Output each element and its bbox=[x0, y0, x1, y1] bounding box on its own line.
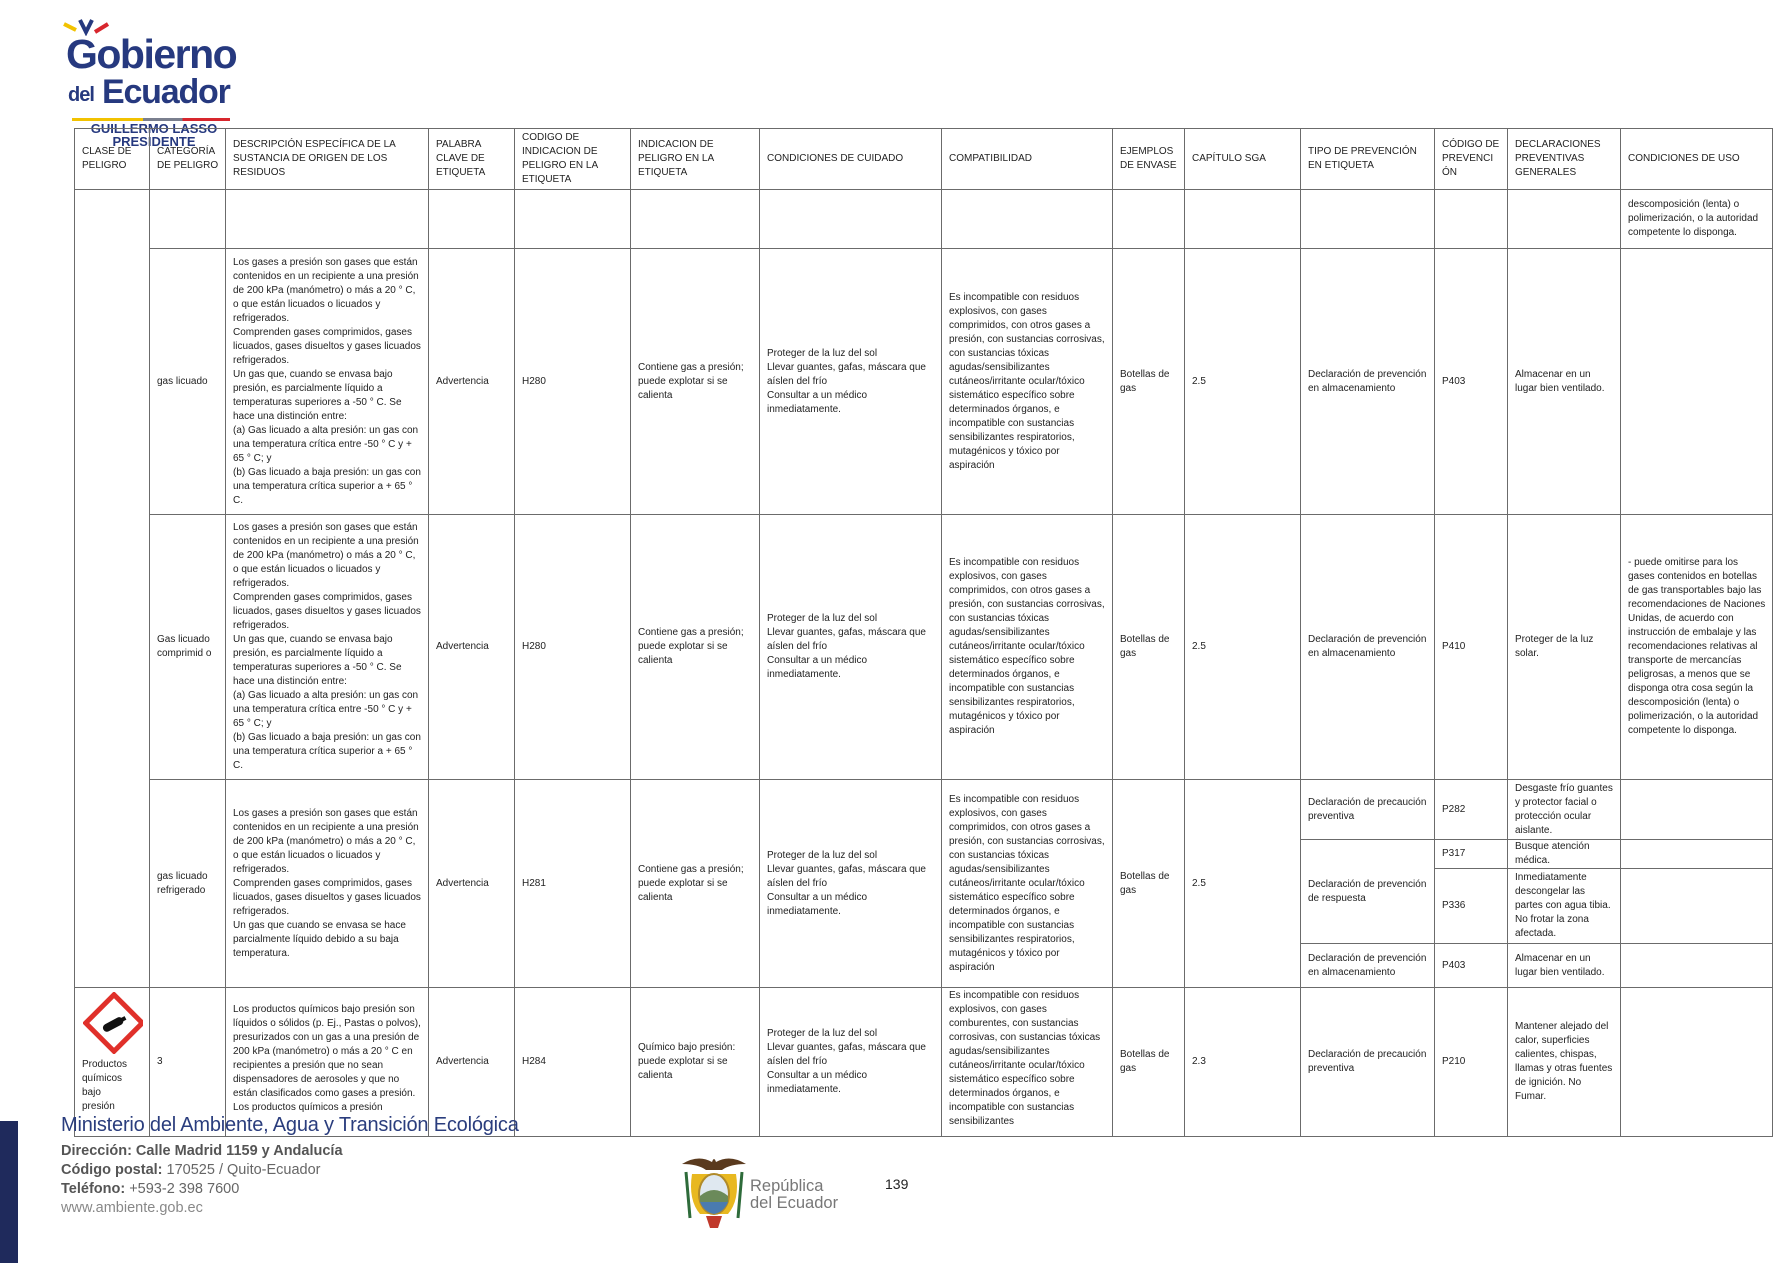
table-row bbox=[75, 515, 1773, 780]
footer-accent-bar bbox=[0, 1121, 18, 1263]
col-header: TIPO DE PREVENCIÓN EN ETIQUETA bbox=[1301, 129, 1435, 190]
compatibilidad-text: Es incompatible con residuos explosivos, con gases comburentes, con sustancias corrosivas, con sustancias tóxicas agudas/sensibilizantes cutáneos/irritante ocular/tóxico sistemático específico sobre determinados órganos, e incompatible con sustancias sensibilizantes bbox=[949, 989, 1101, 1127]
cell-indicacion: Químico bajo presión: puede explotar si se calienta bbox=[631, 988, 760, 1137]
cell-capitulo: 2.3 bbox=[1185, 988, 1301, 1137]
cell-codigo-prev: P403 bbox=[1435, 944, 1508, 988]
col-header: CAPÍTULO SGA bbox=[1185, 129, 1301, 190]
cell-palabra: Advertencia bbox=[429, 515, 515, 780]
cell-condiciones-uso bbox=[1621, 944, 1773, 988]
address-text: Dirección: Calle Madrid 1159 y Andalucía bbox=[61, 1143, 343, 1159]
col-header: CATEGORÍA DE PELIGRO bbox=[150, 129, 226, 190]
cell-tipo: Declaración de precaución preventiva bbox=[1301, 988, 1435, 1137]
col-header: PALABRA CLAVE DE ETIQUETA bbox=[429, 129, 515, 190]
cell-codigo-prev: P210 bbox=[1435, 988, 1508, 1137]
cell-empty bbox=[1435, 190, 1508, 249]
footer-postal bbox=[61, 1162, 321, 1178]
postal-label: Código postal: bbox=[61, 1162, 163, 1178]
page-number: 139 bbox=[885, 1176, 909, 1192]
logo-ecuador: Ecuador bbox=[102, 73, 230, 111]
cell-cuidado: Proteger de la luz del sol Llevar guantes, gafas, máscara que aíslen del frío Consultar a un médico inmediatamente. bbox=[760, 249, 942, 515]
cell-condiciones-uso: - puede omitirse para los gases contenidos en botellas de gas transportables bajo las recomendaciones de Naciones Unidas, de acuerdo con instrucción de embalaje y las recomendaciones relativas al transporte de mercancías peligrosas, a menos que se disponga otra cosa según la descomposición (lenta) o polimerización, o la autoridad competente lo disponga. bbox=[1621, 515, 1773, 780]
col-header: CODIGO DE INDICACION DE PELIGRO EN LA ETIQUETA bbox=[515, 129, 631, 190]
col-header: DECLARACIONES PREVENTIVAS GENERALES bbox=[1508, 129, 1621, 190]
cell-compatibilidad: Es incompatible con residuos explosivos, con gases comprimidos, con otros gases a presión, con sustancias corrosivas, con sustancias tóxicas agudas/sensibilizantes cutáneos/irritante ocular/tóxico sistemático específico sobre determinados órganos, e incompatible con sustancias sensibilizantes respiratorios, mutagénicos y tóxico por aspiración bbox=[942, 515, 1113, 780]
cell-codigo-prev: P403 bbox=[1435, 249, 1508, 515]
table-row bbox=[75, 780, 1773, 840]
cell-envase: Botellas de gas bbox=[1113, 780, 1185, 988]
cell-condiciones-uso bbox=[1621, 780, 1773, 840]
cell-indicacion: Contiene gas a presión; puede explotar si se calienta bbox=[631, 780, 760, 988]
cell-tipo: Declaración de prevención en almacenamiento bbox=[1301, 944, 1435, 988]
cell-descripcion: Los gases a presión son gases que están contenidos en un recipiente a una presión de 200 kPa (manómetro) o más a 20 ° C, o que están licuados o licuados y refrigerados. Comprenden gases comprimidos, gases licuados, gases disueltos y gases licuados refrigerados. Un gas que, cuando se envasa bajo presión, es parcialmente líquido a temperaturas superiores a -50 ° C. Se hace una distinción entre: (a) Gas licuado a alta presión: un gas con una temperatura crítica entre -50 ° C y + 65 ° C; y (b) Gas licuado a baja presión: un gas con una temperatura crítica superior a + 65 ° C. bbox=[226, 249, 429, 515]
cell-descripcion: Los gases a presión son gases que están contenidos en un recipiente a una presión de 200 kPa (manómetro) o más a 20 ° C, o que están licuados o licuados y refrigerados. Comprenden gases comprimidos, gases licuados, gases disueltos y gases licuados refrigerados. Un gas que cuando se envasa se hace parcialmente líquido debido a su baja temperatura. bbox=[226, 780, 429, 988]
cell-condiciones-uso bbox=[1621, 840, 1773, 869]
cell-palabra: Advertencia bbox=[429, 249, 515, 515]
cell-codigo-prev: P282 bbox=[1435, 780, 1508, 840]
cell-empty bbox=[1113, 190, 1185, 249]
cell-codigo: H280 bbox=[515, 249, 631, 515]
republic-line2: del Ecuador bbox=[750, 1194, 839, 1212]
coat-of-arms-icon bbox=[678, 1152, 750, 1232]
cell-empty bbox=[760, 190, 942, 249]
col-header: CÓDIGO DE PREVENCI ÓN bbox=[1435, 129, 1508, 190]
cell-codigo-prev: P410 bbox=[1435, 515, 1508, 780]
cell-empty bbox=[226, 190, 429, 249]
cell-cuidado: Proteger de la luz del sol Llevar guantes, gafas, máscara que aíslen del frío Consultar a un médico inmediatamente. bbox=[760, 515, 942, 780]
cell-empty bbox=[515, 190, 631, 249]
phone-value: +593-2 398 7600 bbox=[125, 1181, 240, 1197]
cell-categoria: gas licuado refrigerado bbox=[150, 780, 226, 988]
footer-ministry: Ministerio del Ambiente, Agua y Transición Ecológica bbox=[61, 1114, 519, 1136]
col-header: CLASE DE PELIGRO bbox=[75, 129, 150, 190]
cell-categoria: Gas licuado comprimid o bbox=[150, 515, 226, 780]
cell-declaraciones: Almacenar en un lugar bien ventilado. bbox=[1508, 944, 1621, 988]
cell-descripcion: Los gases a presión son gases que están contenidos en un recipiente a una presión de 200 kPa (manómetro) o más a 20 ° C, o que están licuados o licuados y refrigerados. Comprenden gases comprimidos, gases licuados, gases disueltos y gases licuados refrigerados. Un gas que, cuando se envasa bajo presión, es parcialmente líquido a temperaturas superiores a -50 ° C. Se hace una distinción entre: (a) Gas licuado a alta presión: un gas con una temperatura crítica entre -50 ° C y + 65 ° C; y (b) Gas licuado a baja presión: un gas con una temperatura crítica superior a + 65 ° C. bbox=[226, 515, 429, 780]
cell-categoria: gas licuado bbox=[150, 249, 226, 515]
cell-codigo-prev: P336 bbox=[1435, 869, 1508, 944]
cell-tipo: Declaración de precaución preventiva bbox=[1301, 780, 1435, 840]
cell-codigo: H281 bbox=[515, 780, 631, 988]
table-row bbox=[75, 190, 1773, 249]
footer-phone bbox=[61, 1181, 239, 1197]
cell-categoria: 3 bbox=[150, 988, 226, 1137]
cell-cuidado: Proteger de la luz del sol Llevar guantes, gafas, máscara que aíslen del frío Consultar a un médico inmediatamente. bbox=[760, 780, 942, 988]
descripcion-text: Los productos químicos bajo presión son líquidos o sólidos (p. Ej., Pastas o polvos), presurizados con un gas a una presión de 200 kPa (manómetro) o más a 20 ° C en recipientes a presión que no sean dispensadores de aerosoles y que no están clasificados como gases a presión. Los productos químicos a presión bbox=[233, 1003, 421, 1113]
president-title: PRESIDENTE bbox=[112, 134, 196, 149]
cell-compatibilidad: Es incompatible con residuos explosivos, con gases comprimidos, con otros gases a presión, con sustancias corrosivas, con sustancias tóxicas agudas/sensibilizantes cutáneos/irritante ocular/tóxico sistemático específico sobre determinados órganos, e incompatible con sustancias sensibilizantes respiratorios, mutagénicos y tóxico por aspiración bbox=[942, 780, 1113, 988]
cell-capitulo: 2.5 bbox=[1185, 249, 1301, 515]
cell-condiciones-uso: descomposición (lenta) o polimerización, o la autoridad competente lo disponga. bbox=[1621, 190, 1773, 249]
clase-label: Productos químicos bajo presión bbox=[82, 1058, 128, 1112]
cell-declaraciones: Inmediatamente descongelar las partes con agua tibia. No frotar la zona afectada. bbox=[1508, 869, 1621, 944]
cell-condiciones-uso bbox=[1621, 249, 1773, 515]
hazard-table bbox=[74, 128, 1773, 1137]
cell-tipo: Declaración de prevención en almacenamiento bbox=[1301, 249, 1435, 515]
cell-indicacion: Contiene gas a presión; puede explotar si se calienta bbox=[631, 249, 760, 515]
cell-declaraciones: Mantener alejado del calor, superficies calientes, chispas, llamas y otras fuentes de ignición. No Fumar. bbox=[1508, 988, 1621, 1137]
cell-empty bbox=[1301, 190, 1435, 249]
col-header: CONDICIONES DE USO bbox=[1621, 129, 1773, 190]
postal-value: 170525 / Quito-Ecuador bbox=[162, 1162, 321, 1178]
cell-condiciones-uso bbox=[1621, 869, 1773, 944]
footer-address bbox=[61, 1143, 343, 1159]
cell-codigo: H280 bbox=[515, 515, 631, 780]
footer-website: www.ambiente.gob.ec bbox=[61, 1200, 203, 1216]
cell-declaraciones: Almacenar en un lugar bien ventilado. bbox=[1508, 249, 1621, 515]
gobierno-logo bbox=[60, 18, 240, 149]
col-header: DESCRIPCIÓN ESPECÍFICA DE LA SUSTANCIA DE ORIGEN DE LOS RESIDUOS bbox=[226, 129, 429, 190]
cell-compatibilidad: Es incompatible con residuos explosivos, con gases comprimidos, con otros gases a presión, con sustancias corrosivas, con sustancias tóxicas agudas/sensibilizantes cutáneos/irritante ocular/tóxico sistemático específico sobre determinados órganos, e incompatible con sustancias sensibilizantes respiratorios, mutagénicos y tóxico por aspiración bbox=[942, 249, 1113, 515]
cell-empty bbox=[942, 190, 1113, 249]
cell-palabra: Advertencia bbox=[429, 780, 515, 988]
cell-declaraciones: Proteger de la luz solar. bbox=[1508, 515, 1621, 780]
col-header: COMPATIBILIDAD bbox=[942, 129, 1113, 190]
cell-declaraciones: Desgaste frío guantes y protector facial o protección ocular aislante. bbox=[1508, 780, 1621, 840]
cell-empty bbox=[631, 190, 760, 249]
col-header: CONDICIONES DE CUIDADO bbox=[760, 129, 942, 190]
cell-empty bbox=[1185, 190, 1301, 249]
logo-del: del bbox=[68, 84, 94, 106]
cell-envase: Botellas de gas bbox=[1113, 515, 1185, 780]
cell-condiciones-uso bbox=[1621, 988, 1773, 1137]
cell-declaraciones: Busque atención médica. bbox=[1508, 840, 1621, 869]
cell-compatibilidad bbox=[942, 988, 1113, 1137]
cell-empty bbox=[429, 190, 515, 249]
cell-empty bbox=[150, 190, 226, 249]
logo-gobierno: Gobierno bbox=[66, 31, 237, 77]
cell-envase: Botellas de gas bbox=[1113, 249, 1185, 515]
cell-envase: Botellas de gas bbox=[1113, 988, 1185, 1137]
col-header: INDICACION DE PELIGRO EN LA ETIQUETA bbox=[631, 129, 760, 190]
cell-clase bbox=[75, 190, 150, 988]
cell-capitulo: 2.5 bbox=[1185, 780, 1301, 988]
cell-codigo: H284 bbox=[515, 988, 631, 1137]
republica-del-ecuador-label bbox=[750, 1178, 838, 1212]
republic-line1: República bbox=[750, 1177, 824, 1195]
cell-tipo: Declaración de prevención en almacenamiento bbox=[1301, 515, 1435, 780]
cell-tipo: Declaración de prevención de respuesta bbox=[1301, 840, 1435, 944]
cell-palabra: Advertencia bbox=[429, 988, 515, 1137]
table-row bbox=[75, 249, 1773, 515]
cell-cuidado: Proteger de la luz del sol Llevar guantes, gafas, máscara que aíslen del frío Consultar a un médico inmediatamente. bbox=[760, 988, 942, 1137]
phone-label: Teléfono: bbox=[61, 1181, 126, 1197]
cell-indicacion: Contiene gas a presión; puede explotar si se calienta bbox=[631, 515, 760, 780]
cell-capitulo: 2.5 bbox=[1185, 515, 1301, 780]
col-header: EJEMPLOS DE ENVASE bbox=[1113, 129, 1185, 190]
president-name: GUILLERMO LASSO bbox=[90, 121, 218, 136]
gas-cylinder-pictogram-icon bbox=[83, 992, 143, 1054]
cell-codigo-prev: P317 bbox=[1435, 840, 1508, 869]
cell-empty bbox=[1508, 190, 1621, 249]
table-header-row bbox=[75, 129, 1773, 190]
